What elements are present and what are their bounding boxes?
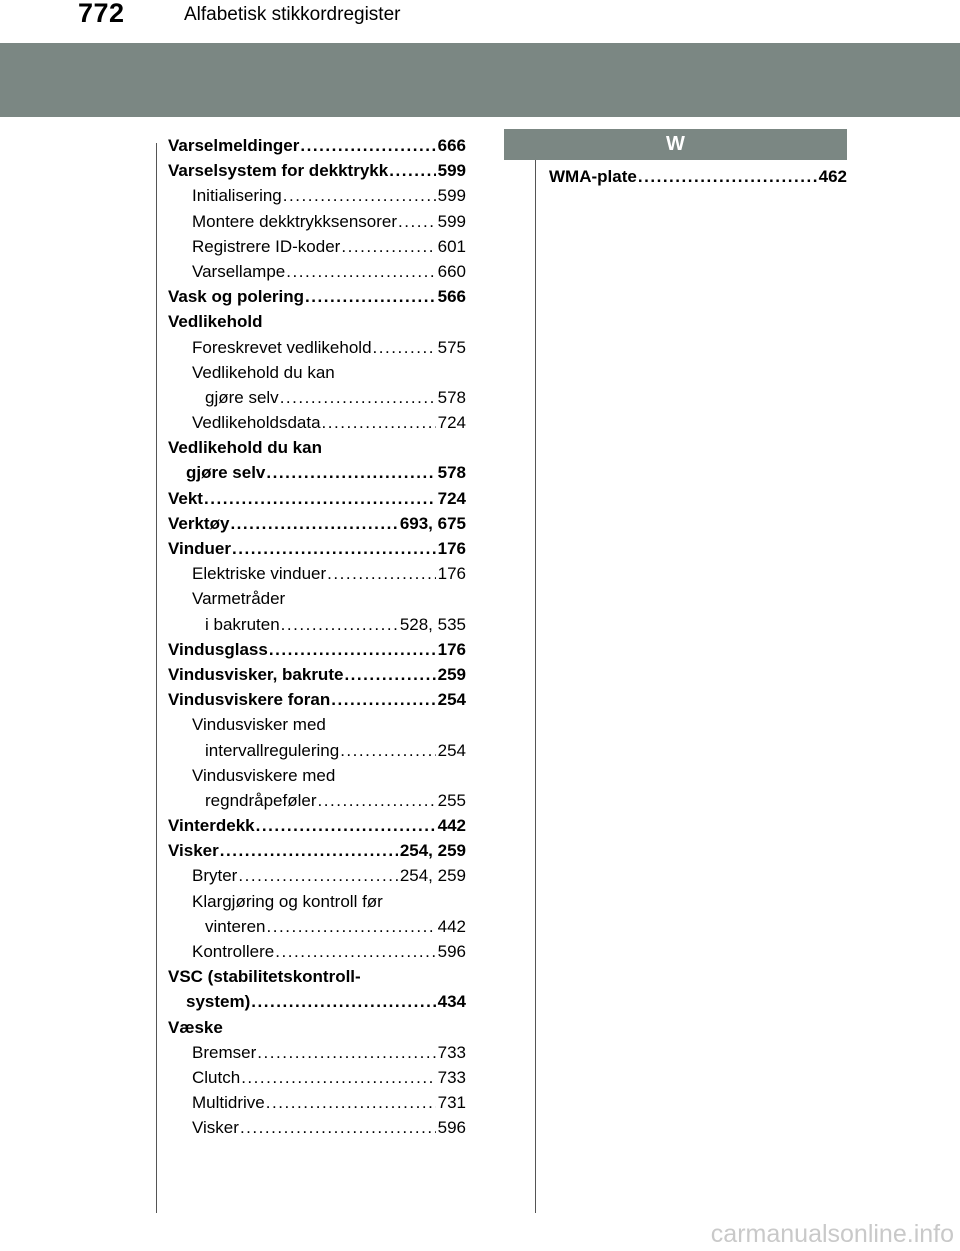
index-entry-page: 731	[437, 1093, 466, 1113]
dot-leader	[286, 259, 435, 284]
index-entry	[168, 687, 466, 712]
dot-leader	[269, 637, 436, 662]
column-divider-middle	[535, 143, 536, 1213]
index-entry-page: 442	[437, 816, 466, 836]
index-entry-term: Vindusvisker med	[192, 715, 326, 735]
dot-leader	[266, 914, 435, 939]
index-entry-term: Bremser	[192, 1042, 257, 1062]
dot-leader	[389, 158, 435, 183]
index-entry-term: Montere dekktrykksensorer	[192, 211, 398, 231]
index-entry	[168, 788, 466, 813]
dot-leader	[238, 863, 397, 888]
index-entry-page: 693, 675	[399, 513, 466, 533]
dot-leader	[241, 1065, 435, 1090]
index-entry-term: Varselmeldinger	[168, 136, 300, 155]
page-header	[0, 0, 960, 32]
index-entry	[168, 385, 466, 410]
dot-leader	[230, 511, 397, 536]
dot-leader	[256, 813, 436, 838]
index-entry-term: Væske	[168, 1017, 223, 1037]
index-entry-term: Visker	[192, 1118, 239, 1138]
index-entry-page: 462	[818, 167, 847, 186]
index-entry-term: Registrere ID-koder	[192, 236, 341, 256]
index-entry-page: 601	[437, 236, 466, 256]
index-entry-term: gjøre selv	[205, 387, 279, 407]
dot-leader	[305, 284, 436, 309]
index-entry-term: Vedlikeholdsdata	[192, 413, 321, 433]
index-entry	[168, 989, 466, 1014]
index-entry-term: Vask og polering	[168, 287, 305, 307]
index-entry-page: 442	[437, 916, 466, 936]
index-entry-term: Bryter	[192, 866, 238, 886]
index-entry	[168, 561, 466, 586]
index-entry-term: Multidrive	[192, 1093, 265, 1113]
dot-leader	[300, 133, 435, 158]
dot-leader	[341, 234, 435, 259]
index-entry-page: 255	[437, 790, 466, 810]
page-number: 772	[78, 0, 125, 28]
index-entry	[168, 1040, 466, 1065]
dot-leader	[638, 164, 817, 189]
column-divider-left	[156, 143, 157, 1213]
dot-leader	[318, 788, 436, 813]
index-entry-term: Vinduer	[168, 539, 231, 558]
index-entry	[168, 460, 466, 485]
dot-leader	[220, 838, 398, 863]
index-entry	[168, 360, 466, 385]
index-entry	[168, 183, 466, 208]
index-entry-page: 596	[437, 942, 466, 961]
index-entry-term: Vindusviskere foran	[168, 690, 331, 710]
index-entry-page: 434	[437, 992, 466, 1012]
index-entry	[168, 586, 466, 611]
index-entry	[168, 712, 466, 737]
dot-leader	[344, 662, 435, 687]
index-entry	[168, 486, 466, 511]
index-entry-page: 528, 535	[399, 614, 466, 634]
index-entry	[168, 209, 466, 234]
index-column-left	[168, 133, 466, 1141]
index-entry	[168, 1065, 466, 1090]
dot-leader	[398, 209, 436, 234]
index-entry-page: 254, 259	[399, 866, 466, 886]
index-entry-page: 176	[437, 539, 466, 558]
index-entry	[168, 158, 466, 183]
index-entry-term: Elektriske vinduer	[192, 564, 327, 584]
index-entry	[168, 1115, 466, 1140]
index-entry	[168, 863, 466, 888]
index-entry	[168, 914, 466, 939]
index-entry	[168, 335, 466, 360]
index-entry-term: Verktøy	[168, 513, 230, 533]
index-entry-term: WMA-plate	[549, 167, 637, 186]
index-entry	[168, 309, 466, 334]
dot-leader	[266, 460, 435, 485]
index-entry-term: Clutch	[192, 1067, 241, 1087]
index-entry-page: 660	[437, 261, 466, 281]
index-entry-page: 666	[437, 136, 466, 155]
index-entry	[168, 284, 466, 309]
index-entry-term: Vedlikehold du kan	[168, 438, 322, 458]
dot-leader	[283, 183, 436, 208]
index-entry-term: gjøre selv	[186, 463, 266, 483]
index-entry	[168, 838, 466, 863]
dot-leader	[373, 335, 436, 360]
index-entry-page: 724	[437, 488, 466, 508]
index-entry-term: Foreskrevet vedlikehold	[192, 337, 372, 357]
index-entry-page: 578	[437, 463, 466, 483]
index-entry-page: 733	[437, 1042, 466, 1062]
dot-leader	[322, 410, 436, 435]
index-entry-page: 724	[437, 413, 466, 433]
index-entry-term: Klargjøring og kontroll før	[192, 891, 383, 911]
dot-leader	[280, 385, 436, 410]
index-entry-term: Vindusglass	[168, 639, 268, 659]
index-entry	[168, 662, 466, 687]
index-entry-term: regndråpeføler	[205, 790, 317, 810]
dot-leader	[251, 989, 435, 1014]
index-entry	[168, 511, 466, 536]
index-entry-term: Vekt	[168, 488, 203, 508]
index-entry	[168, 1090, 466, 1115]
chapter-title: Alfabetisk stikkordregister	[184, 4, 401, 25]
index-entry	[168, 939, 466, 964]
index-entry	[168, 889, 466, 914]
index-entry-term: Visker	[168, 841, 219, 861]
section-letter-w: W	[504, 129, 847, 160]
index-entry	[168, 410, 466, 435]
index-column-right	[549, 164, 847, 189]
index-entry-term: Vinterdekk	[168, 816, 255, 836]
index-entry	[168, 435, 466, 460]
index-entry-page: 176	[437, 564, 466, 584]
index-entry-term: Vindusviskere med	[192, 765, 336, 785]
index-entry	[168, 637, 466, 662]
index-entry-page: 254	[437, 690, 466, 710]
index-entry-page: 254	[437, 740, 466, 760]
dot-leader	[281, 612, 398, 637]
index-entry-page: 259	[437, 664, 466, 684]
dot-leader	[266, 1090, 436, 1115]
index-entry	[168, 234, 466, 259]
dot-leader	[240, 1115, 436, 1140]
index-entry	[168, 738, 466, 763]
dot-leader	[275, 939, 435, 964]
index-entry-term: system)	[186, 992, 251, 1012]
index-entry-page: 599	[437, 161, 466, 181]
index-entry-page: 599	[437, 186, 466, 206]
index-entry	[168, 964, 466, 989]
index-entry-term: Vindusvisker, bakrute	[168, 664, 344, 684]
index-entry	[168, 133, 466, 158]
dot-leader	[331, 687, 435, 712]
index-entry-term: intervallregulering	[205, 740, 340, 760]
index-entry-term: Vedlikehold	[168, 312, 263, 332]
index-entry-page: 176	[437, 639, 466, 659]
index-entry-term: VSC (stabilitetskontroll-	[168, 967, 361, 987]
index-entry-page: 566	[437, 287, 466, 307]
dot-leader	[340, 738, 435, 763]
index-entry	[168, 1015, 466, 1040]
index-entry	[549, 164, 847, 189]
index-entry-page: 575	[437, 337, 466, 357]
index-entry	[168, 259, 466, 284]
watermark: carmanualsonline.info	[710, 1220, 954, 1248]
index-entry	[168, 536, 466, 561]
index-entry-term: Initialisering	[192, 186, 282, 206]
index-entry-term: i bakruten	[205, 614, 280, 634]
index-entry-term: vinteren	[205, 916, 266, 936]
index-entry-page: 578	[437, 387, 466, 407]
index-entry-term: Kontrollere	[192, 942, 275, 961]
index-entry-page: 254, 259	[399, 841, 466, 861]
index-entry-term: Vedlikehold du kan	[192, 362, 335, 382]
header-band	[0, 43, 960, 117]
dot-leader	[232, 536, 436, 561]
dot-leader	[257, 1040, 435, 1065]
index-entry-page: 596	[437, 1118, 466, 1138]
dot-leader	[327, 561, 435, 586]
index-entry-term: Varselsystem for dekktrykk	[168, 161, 389, 181]
index-entry-page: 733	[437, 1067, 466, 1087]
dot-leader	[204, 486, 436, 511]
index-entry-term: Varmetråder	[192, 589, 286, 609]
index-entry	[168, 763, 466, 788]
index-entry-term: Varsellampe	[192, 261, 286, 281]
index-entry	[168, 813, 466, 838]
index-entry-page: 599	[437, 211, 466, 231]
index-entry	[168, 612, 466, 637]
